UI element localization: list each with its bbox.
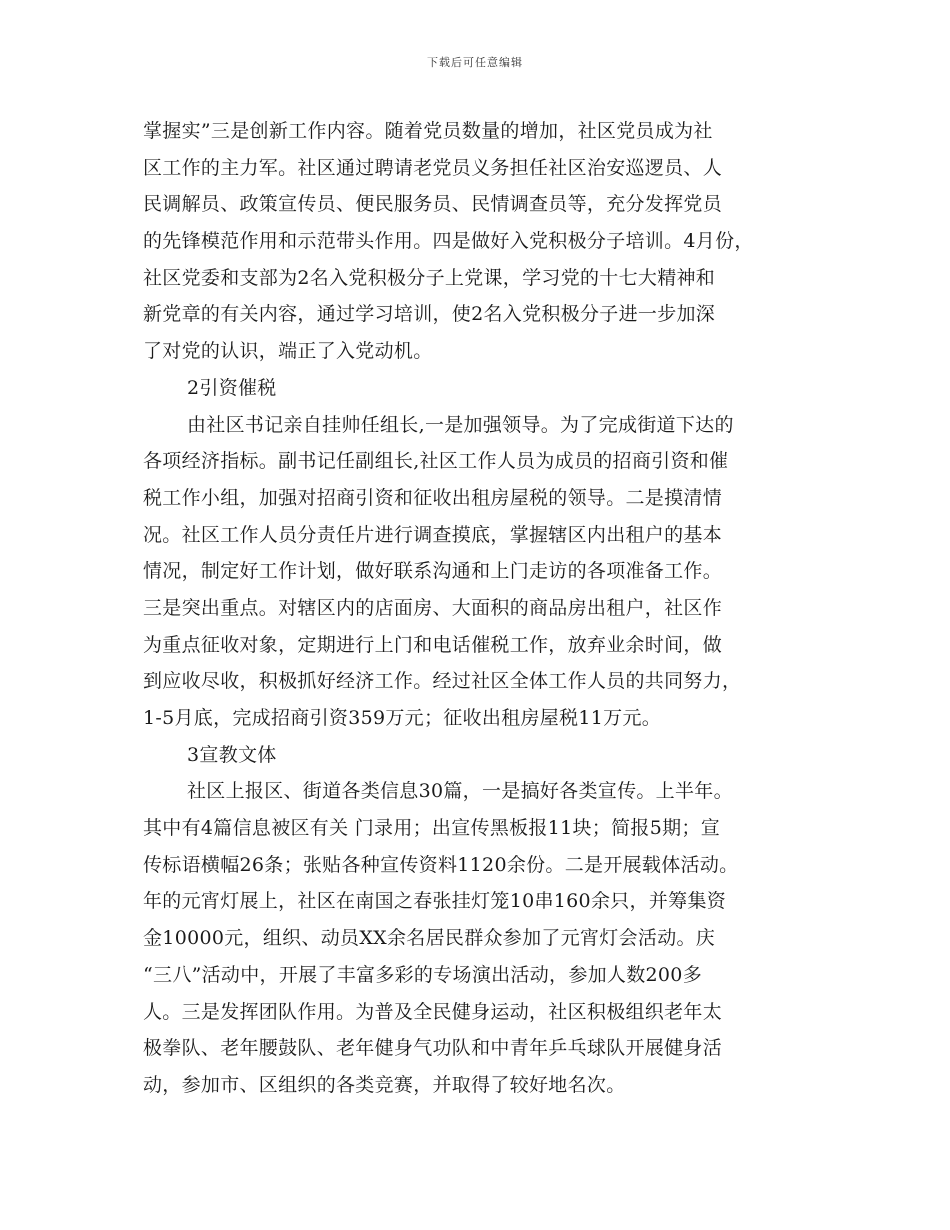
paragraph-line: 各项经济指标。副书记任副组长,社区工作人员为成员的招商引资和催 [143,450,729,473]
paragraph-line: 税工作小组，加强对招商引资和征收出租房屋税的领导。二是摸清情 [143,486,723,509]
paragraph-line: 新党章的有关内容，通过学习培训，使2名入党积极分子进一步加深 [143,303,716,326]
paragraph-line: 民调解员、政策宣传员、便民服务员、民情调查员等，充分发挥党员 [143,193,723,216]
paragraph-line: 三是突出重点。对辖区内的店面房、大面积的商品房出租户，社区作 [143,596,723,619]
paragraph-line: 人。三是发挥团队作用。为普及全民健身运动，社区积极组织老年太 [143,1000,723,1023]
paragraph-line: 极拳队、老年腰鼓队、老年健身气功队和中青年乒乓球队开展健身活 [143,1037,723,1060]
paragraph-line: 了对党的认识，端正了入党动机。 [143,340,433,363]
paragraph-line: 由社区书记亲自挂帅任组长,一是加强领导。为了完成街道下达的 [187,413,734,436]
paragraph-line: 年的元宵灯展上，社区在南国之春张挂灯笼10串160余只，并筹集资 [143,890,727,913]
paragraph-line: 况。社区工作人员分责任片进行调查摸底，掌握辖区内出租户的基本 [143,523,723,546]
page-header-note: 下载后可任意编辑 [427,56,523,69]
document-body [143,113,808,1104]
paragraph-line: 的先锋模范作用和示范带头作用。四是做好入党积极分子培训。4月份， [143,230,754,253]
paragraph-line: 社区党委和支部为2名入党积极分子上党课，学习党的十七大精神和 [143,266,716,289]
paragraph-line: 社区上报区、街道各类信息30篇，一是搞好各类宣传。上半年。 [187,780,733,803]
paragraph-line: 动，参加市、区组织的各类竞赛，并取得了较好地名次。 [143,1073,626,1096]
paragraph-line: 1-5月底，完成招商引资359万元；征收出租房屋税11万元。 [143,707,662,729]
paragraph-line: 传标语横幅26条；张贴各种宣传资料1120余份。二是开展载体活动。 [143,853,739,876]
paragraph-line: 其中有4篇信息被区有关 门录用；出宣传黑板报11块；简报5期；宣 [143,817,720,840]
paragraph-line: “三八”活动中，开展了丰富多彩的专场演出活动，参加人数200多 [143,963,702,986]
paragraph-line: 为重点征收对象，定期进行上门和电话催税工作，放弃业余时间，做 [143,633,723,656]
section-heading: 3宣教文体 [187,743,277,766]
section-heading: 2引资催税 [187,376,277,399]
paragraph-line: 到应收尽收，积极抓好经济工作。经过社区全体工作人员的共同努力， [143,670,742,693]
paragraph-line: 区工作的主力军。社区通过聘请老党员义务担任社区治安巡逻员、人 [143,156,723,179]
paragraph-line: 情况，制定好工作计划，做好联系沟通和上门走访的各项准备工作。 [143,560,723,583]
paragraph-line: 掌握实”三是创新工作内容。随着党员数量的增加，社区党员成为社 [143,120,713,142]
paragraph-line: 金10000元，组织、动员XX余名居民群众参加了元宵灯会活动。庆 [143,927,716,950]
